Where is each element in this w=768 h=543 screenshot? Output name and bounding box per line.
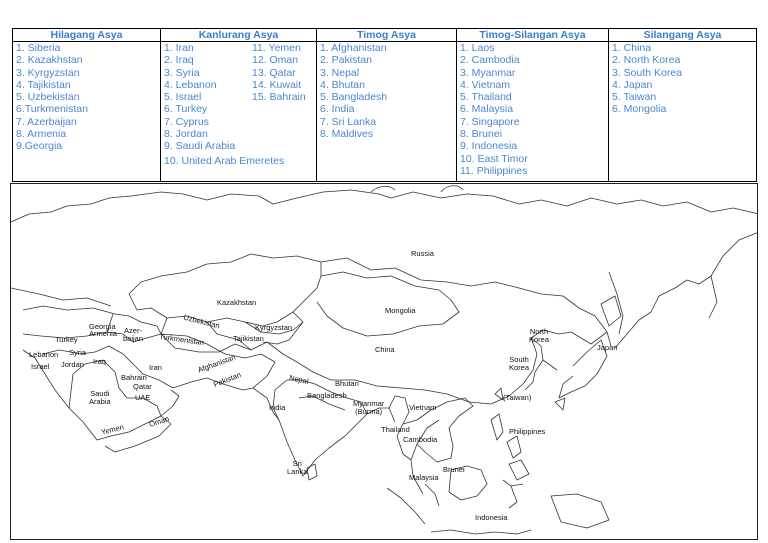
list-item: 3. Syria — [164, 66, 200, 79]
header-timog-asya: Timog Asya — [317, 29, 457, 42]
list-item: 3. South Korea — [612, 66, 683, 79]
list-item: 2. Cambodia — [460, 54, 520, 67]
map-label-russia: Russia — [411, 249, 434, 258]
map-label-turkmenistan: Turkmenistan — [158, 331, 205, 348]
map-label-myanmar: Myanmar (Burma) — [353, 399, 385, 416]
map-label-pakistan: Pakistan — [212, 369, 243, 390]
header-silangang-asya: Silangang Asya — [609, 29, 757, 42]
list-item: 1. China — [612, 42, 652, 54]
map-label-malaysia: Malaysia — [409, 473, 439, 482]
list-item: 12. Oman — [252, 54, 299, 67]
map-label-oman: Oman — [147, 414, 171, 429]
list-item: 7. Sri Lanka — [320, 115, 377, 128]
list-item: 1. Iran — [164, 42, 194, 54]
map-label-vietnam: Vietnam — [409, 403, 437, 412]
map-label-armenia: Armenia — [89, 329, 117, 338]
map-label-yemen: Yemen — [100, 422, 125, 437]
map-label-qatar: Qatar — [133, 382, 152, 391]
list-item: 6. Malaysia — [460, 103, 514, 116]
list-item: 7. Singapore — [460, 115, 520, 128]
list-item: 8. Jordan — [164, 128, 208, 141]
timog-asya-list — [317, 42, 457, 182]
list-item: 5. Taiwan — [612, 91, 657, 104]
list-item: 7. Cyprus — [164, 115, 209, 128]
map-label-lebanon: Lebanon — [29, 350, 59, 359]
list-item: 4. Vietnam — [460, 78, 511, 91]
list-item: 4. Bhutan — [320, 78, 365, 91]
map-label-turkey: Turkey — [55, 335, 78, 344]
list-item: 6. Turkey — [164, 103, 208, 116]
list-item: 11. Philippines — [460, 164, 528, 177]
table-body-row — [13, 42, 757, 182]
list-item: 9.Georgia — [16, 140, 63, 153]
asia-map-outline — [11, 184, 758, 540]
hilagang-asya-list — [13, 42, 161, 182]
list-item: 8. Armenia — [16, 128, 67, 141]
map-label-azerbaijan: Azer- baijan — [123, 326, 144, 343]
list-item: 4. Lebanon — [164, 78, 217, 91]
map-label-thailand: Thailand — [381, 425, 410, 434]
list-item: 10. East Timor — [460, 152, 528, 165]
list-item: 3. Myanmar — [460, 66, 516, 79]
map-label-japan: Japan — [597, 343, 618, 352]
list-item: 11. Yemen — [252, 42, 301, 54]
map-label-israel: Israel — [31, 362, 50, 371]
map-label-north-korea: North Korea — [529, 327, 550, 344]
list-item: 6. Mongolia — [612, 103, 667, 116]
map-label-sri-lanka: Sri Lanka — [287, 459, 308, 476]
list-item: 3. Nepal — [320, 66, 360, 79]
map-label-nepal: Nepal — [288, 373, 310, 386]
list-item: 4. Tajikistan — [16, 78, 71, 91]
list-item: 4. Japan — [612, 78, 653, 91]
map-label-georgia: Georgia — [89, 322, 116, 331]
map-label-kyrgyzstan: Kyrgyzstan — [255, 323, 293, 332]
list-item: 14. Kuwait — [252, 78, 302, 91]
list-item: 9. Saudi Arabia — [164, 140, 236, 153]
map-label-afghanistan: Afghanistan — [196, 352, 237, 375]
list-item: 5. Uzbekistan — [16, 91, 80, 104]
list-item: 6.Turkmenistan — [16, 103, 88, 116]
list-item: 9. Indonesia — [460, 140, 518, 153]
map-label-philippines: Philippines — [509, 427, 546, 436]
list-item: 3. Kyrgyzstan — [16, 66, 80, 79]
list-item: 1. Laos — [460, 42, 495, 54]
asia-map — [10, 183, 758, 540]
map-label-syria: Syria — [69, 348, 87, 357]
map-label-tajikistan: Tajikistan — [233, 334, 264, 343]
map-label-india: India — [269, 403, 286, 412]
map-label-taiwan: (Taiwan) — [503, 393, 532, 402]
list-item: 5. Thailand — [460, 91, 512, 104]
list-item: 2. Iraq — [164, 54, 194, 67]
map-label-bangladesh: Bangladesh — [307, 391, 347, 400]
header-timog-silangan-asya: Timog-Silangan Asya — [457, 29, 609, 42]
list-item: 5. Bangladesh — [320, 91, 388, 104]
map-label-iran: Iran — [149, 363, 162, 372]
map-label-cambodia: Cambodia — [403, 435, 438, 444]
list-item: 7. Azerbaijan — [16, 115, 77, 128]
map-label-indonesia: Indonesia — [475, 513, 508, 522]
header-hilagang-asya: Hilagang Asya — [13, 29, 161, 42]
map-label-uzbekistan: Uzbekistan — [182, 312, 221, 331]
list-item: 15. Bahrain — [252, 91, 306, 104]
timog-silangan-asya-list — [457, 42, 609, 182]
list-item: 5. Israel — [164, 91, 202, 104]
list-item: 1. Afghanistan — [320, 42, 387, 54]
list-item: 8. Maldives — [320, 128, 374, 141]
map-label-bahrain: Bahrain — [121, 373, 147, 382]
list-item: 2. North Korea — [612, 54, 681, 67]
map-label-mongolia: Mongolia — [385, 306, 416, 315]
header-kanlurang-asya: Kanlurang Asya — [161, 29, 317, 42]
asia-regions-table — [12, 28, 757, 182]
table-header-row — [13, 29, 757, 42]
list-item: 1. Siberia — [16, 42, 61, 54]
list-item: 2. Kazakhstan — [16, 54, 83, 67]
list-item: 2. Pakistan — [320, 54, 372, 67]
map-label-uae: UAE — [135, 393, 151, 402]
map-label-saudi-arabia: Saudi Arabia — [89, 389, 111, 406]
list-item: 6. India — [320, 103, 355, 116]
map-label-brunei: Brunei — [443, 465, 465, 474]
map-label-bhutan: Bhutan — [335, 379, 359, 388]
silangang-asya-list — [609, 42, 757, 182]
list-item: 8. Brunei — [460, 128, 503, 141]
map-label-kazakhstan: Kazakhstan — [217, 298, 257, 307]
list-item: 10. United Arab Emeretes — [164, 154, 285, 167]
kanlurang-asya-list — [161, 42, 317, 182]
list-item: 13. Qatar — [252, 66, 296, 79]
map-label-china: China — [375, 345, 395, 354]
map-label-iraq: Iraq — [93, 357, 106, 366]
map-label-south-korea: South Korea — [509, 355, 530, 372]
map-label-jordan: Jordan — [61, 360, 84, 369]
